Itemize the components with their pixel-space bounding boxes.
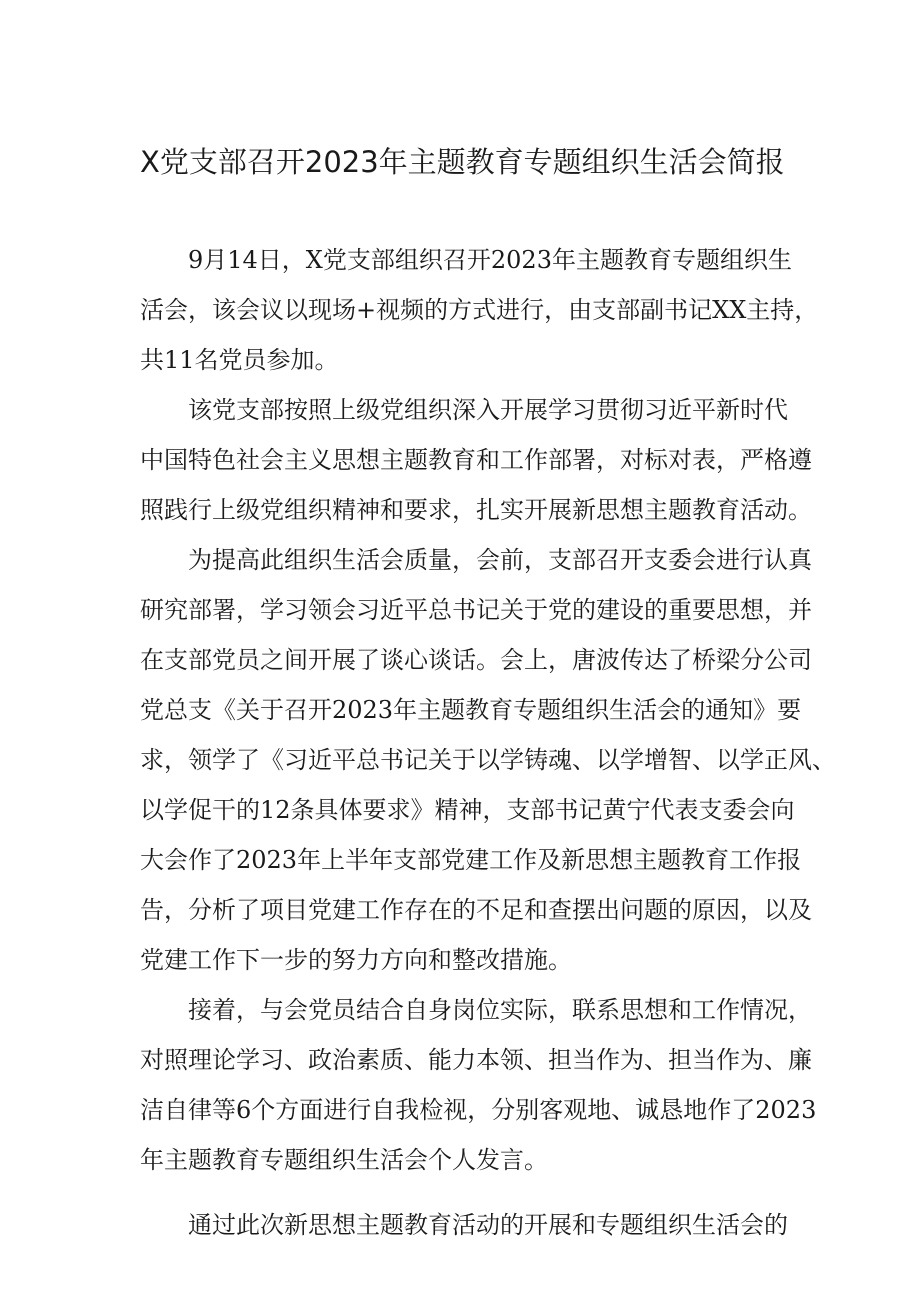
paragraph-line: 中国特色社会主义思想主题教育和工作部署，对标对表，严格遵 [140,446,812,474]
paragraph-line: 活会，该会议以现场+视频的方式进行，由支部副书记XX主持， [140,296,819,324]
paragraph-line: 大会作了2023年上半年支部党建工作及新思想主题教育工作报 [140,846,802,874]
document-title: X党支部召开2023年主题教育专题组织生活会简报 [140,145,785,179]
paragraph-line: 求，领学了《习近平总书记关于以学铸魂、以学增智、以学正风、 [140,746,836,774]
paragraph-line: 在支部党员之间开展了谈心谈话。会上，唐波传达了桥梁分公司 [140,646,812,674]
paragraph-line: 研究部署，学习领会习近平总书记关于党的建设的重要思想，并 [140,596,812,624]
paragraph-line: 以学促干的12条具体要求》精神，支部书记黄宁代表支委会向 [140,796,795,824]
paragraph-line: 9月14日，X党支部组织召开2023年主题教育专题组织生 [188,246,792,274]
paragraph-line: 照践行上级党组织精神和要求，扎实开展新思想主题教育活动。 [140,496,812,524]
paragraph-line: 党总支《关于召开2023年主题教育专题组织生活会的通知》要 [140,696,802,724]
paragraph-line: 党建工作下一步的努力方向和整改措施。 [140,946,572,974]
paragraph-line: 为提高此组织生活会质量，会前，支部召开支委会进行认真 [188,546,812,574]
paragraph-line: 该党支部按照上级党组织深入开展学习贯彻习近平新时代 [188,396,788,424]
paragraph-line: 接着，与会党员结合自身岗位实际，联系思想和工作情况， [188,996,812,1024]
paragraph-line: 共11名党员参加。 [140,346,339,374]
paragraph-line: 通过此次新思想主题教育活动的开展和专题组织生活会的 [188,1211,788,1239]
paragraph-line: 告，分析了项目党建工作存在的不足和查摆出问题的原因，以及 [140,896,812,924]
paragraph-line: 年主题教育专题组织生活会个人发言。 [140,1146,548,1174]
paragraph-line: 洁自律等6个方面进行自我检视，分别客观地、诚恳地作了2023 [140,1096,817,1124]
paragraph-line: 对照理论学习、政治素质、能力本领、担当作为、担当作为、廉 [140,1046,812,1074]
